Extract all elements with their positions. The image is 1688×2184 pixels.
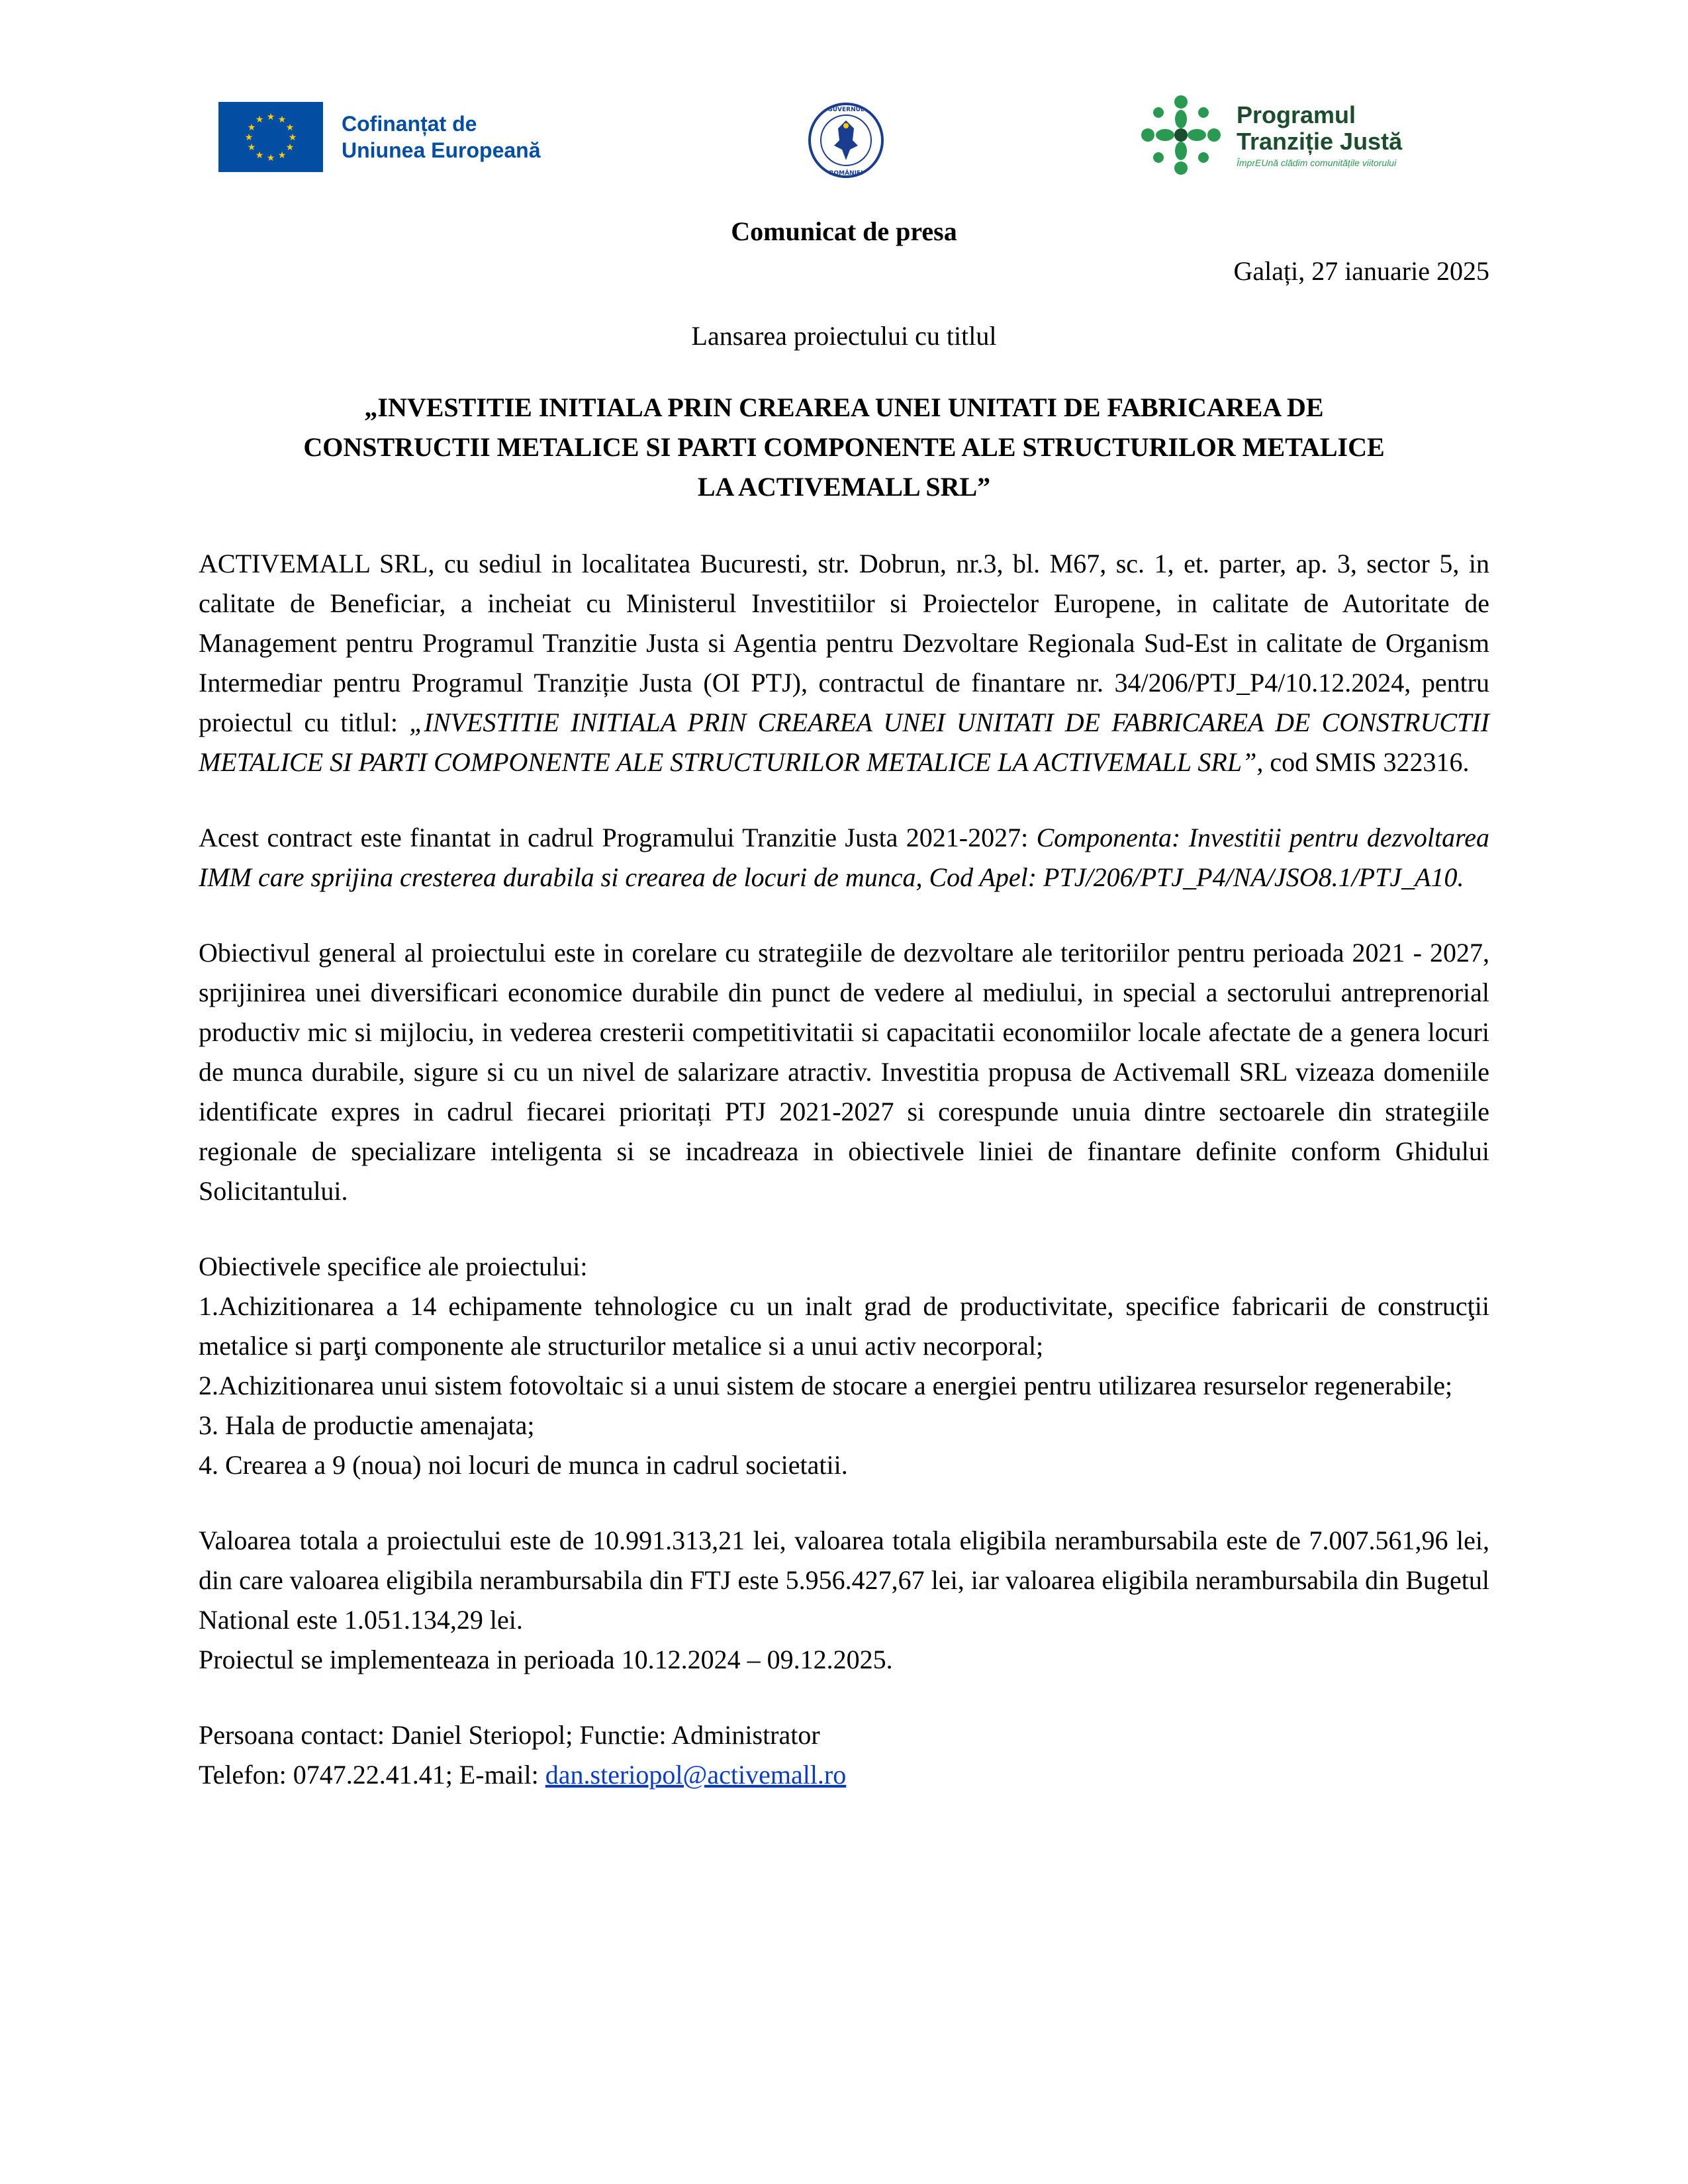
svg-text:★: ★	[266, 112, 275, 122]
ptj-logo-line1: Programul	[1237, 101, 1356, 128]
eu-logo-line2: Uniunea Europeană	[342, 138, 541, 162]
objective-item: 4. Crearea a 9 (noua) noi locuri de munca in cadrul societatii.	[199, 1450, 848, 1480]
beneficiary-project-title: „INVESTITIE INITIALA PRIN CREAREA UNEI UNITATI DE FABRICAREA DE CONSTRUCTII METALICE SI PARTI COMPONENTE ALE STRUCTURILOR METALICE LA ACTIVEMALL SRL”,	[199, 707, 1489, 777]
project-title-line3: LA ACTIVEMALL SRL”	[697, 472, 991, 502]
ptj-logo-tagline: ÎmprEUnă clădim comunitățile viitorului	[1237, 158, 1397, 168]
svg-text:ROMÂNIEI: ROMÂNIEI	[829, 170, 863, 177]
svg-text:★: ★	[244, 132, 254, 143]
ptj-program-logo	[1139, 93, 1402, 177]
svg-text:GUVERNUL: GUVERNUL	[827, 107, 865, 113]
beneficiary-smis-code: cod SMIS 322316.	[1263, 747, 1470, 777]
contact-email-link[interactable]: dan.steriopol@activemall.ro	[545, 1760, 847, 1790]
svg-text:★: ★	[277, 114, 287, 125]
svg-text:★: ★	[285, 122, 295, 133]
eu-flag-icon	[218, 102, 323, 172]
ptj-flower-icon	[1139, 93, 1223, 177]
romanian-government-seal	[808, 102, 884, 179]
svg-text:★: ★	[288, 132, 297, 143]
header-logos	[0, 93, 1688, 192]
eu-cofinancing-logo	[218, 102, 541, 172]
svg-text:★: ★	[247, 122, 256, 133]
funding-component: Componenta: Investitii pentru dezvoltarea IMM care sprijina cresterea durabila si crearea de locuri de munca, Cod Apel: PTJ/206/PTJ_P4/NA/JSO8.1/PTJ_A10.	[199, 823, 1489, 892]
contact-phone-line	[199, 1755, 1489, 1795]
funding-paragraph	[199, 818, 1489, 897]
svg-text:★: ★	[266, 153, 275, 163]
specific-objectives	[199, 1247, 1489, 1485]
svg-text:★: ★	[255, 150, 264, 161]
document-date: Galați, 27 ianuarie 2025	[1233, 256, 1489, 286]
project-title-line1: „INVESTITIE INITIALA PRIN CREAREA UNEI UNITATI DE FABRICAREA DE	[364, 392, 1324, 422]
project-title-line2: CONSTRUCTII METALICE SI PARTI COMPONENTE ALE STRUCTURILOR METALICE	[303, 432, 1385, 462]
project-title	[199, 388, 1489, 507]
contact-block	[199, 1715, 1489, 1795]
svg-text:★: ★	[255, 114, 264, 125]
objective-item: 1.Achizitionarea a 14 echipamente tehnologice cu un inalt grad de productivitate, specifice fabricarii de construcţii metalice si parţi componente ale structurilor metalice si a unui activ necorporal;	[199, 1291, 1489, 1361]
intro-line: Lansarea proiectului cu titlul	[691, 321, 997, 351]
svg-text:★: ★	[285, 142, 295, 153]
svg-text:★: ★	[277, 150, 287, 161]
project-values	[199, 1521, 1489, 1680]
document-title: Comunicat de presa	[731, 216, 957, 246]
contact-person: Persoana contact: Daniel Steriopol; Functie: Administrator	[199, 1720, 820, 1750]
eu-logo-text	[342, 111, 541, 163]
beneficiary-paragraph	[199, 544, 1489, 782]
ptj-logo-text	[1237, 102, 1402, 168]
svg-text:★: ★	[247, 142, 256, 153]
values-paragraph: Valoarea totala a proiectului este de 10.991.313,21 lei, valoarea totala eligibila nerambursabila este de 7.007.561,96 lei, din care valoarea eligibila nerambursabila din FTJ este 5.956.427,67 lei, iar valoarea eligibila nerambursabila din Bugetul National este 1.051.134,29 lei.	[199, 1525, 1489, 1635]
objectives-heading: Obiectivele specifice ale proiectului:	[199, 1251, 588, 1281]
ptj-logo-line2: Tranziție Justă	[1237, 128, 1403, 155]
contact-phone: Telefon: 0747.22.41.41; E-mail:	[199, 1760, 545, 1790]
press-release-body	[199, 212, 1489, 1795]
objective-item: 2.Achizitionarea unui sistem fotovoltaic si a unui sistem de stocare a energiei pentru utilizarea resurselor regenerabile;	[199, 1371, 1453, 1400]
general-objective-paragraph: Obiectivul general al proiectului este in corelare cu strategiile de dezvoltare ale teritoriilor pentru perioada 2021 - 2027, sprijinirea unei diversificari economice durabile din punct de vedere al mediului, in special a sectorului antreprenorial productiv mic si mijlociu, in vederea cresterii competitivitatii si capacitatii economiilor locale afectate de a genera locuri de munca durabile, sigure si cu un nivel de salarizare atractiv. Investitia propusa de Activemall SRL vizeaza domeniile identificate expres in cadrul fiecarei prioritați PTJ 2021-2027 si corespunde unuia dintre sectoarele din strategiile regionale de specializare inteligenta si se incadreaza in obiectivele liniei de finantare definite conform Ghidului Solicitantului.	[199, 938, 1489, 1206]
funding-text: Acest contract este finantat in cadrul Programului Tranzitie Justa 2021-2027:	[199, 823, 1037, 852]
eu-logo-line1: Cofinanțat de	[342, 112, 477, 136]
implementation-period: Proiectul se implementeaza in perioada 10.12.2024 – 09.12.2025.	[199, 1645, 893, 1674]
objective-item: 3. Hala de productie amenajata;	[199, 1410, 535, 1440]
beneficiary-text: ACTIVEMALL SRL, cu sediul in localitatea Bucuresti, str. Dobrun, nr.3, bl. M67, sc. 1, et. parter, ap. 3, sector 5, in calitate de Beneficiar, a incheiat cu Ministerul Investitiilor si Proiectelor Europene, in calitate de Autoritate de Management pentru Programul Tranzitie Justa si Agentia pentru Dezvoltare Regionala Sud-Est in calitate de Organism Intermediar pentru Programul Tranziție Justa (OI PTJ), contractul de finantare nr. 34/206/PTJ_P4/10.12.2024, pentru proiectul cu titlul:	[199, 549, 1489, 737]
